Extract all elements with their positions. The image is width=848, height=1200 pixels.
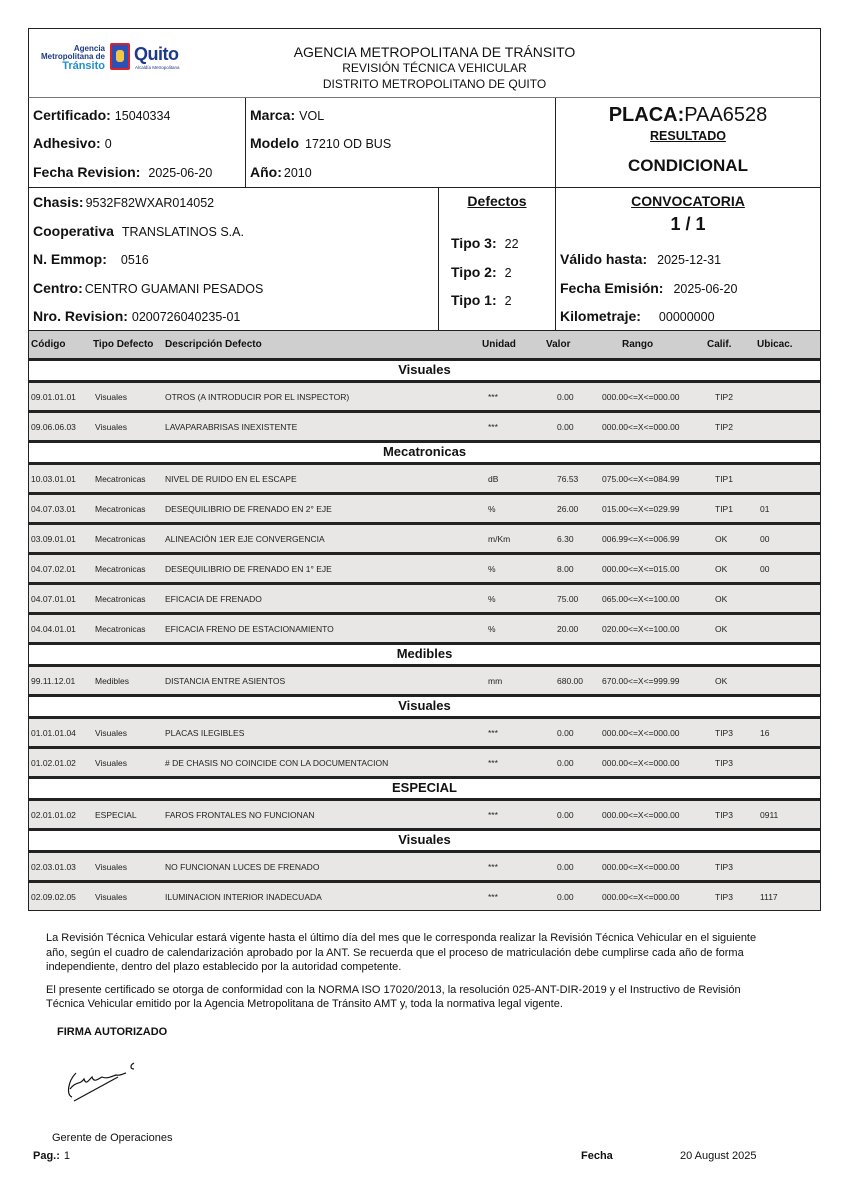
table-row: 09.06.06.03 Visuales LAVAPARABRISAS INEXISTENTE *** 0.00 000.00<=X<=000.00 TIP2 (28, 411, 821, 441)
iso-compliance-note: El presente certificado se otorga de conformidad con la NORMA ISO 17020/2013, la resolución 025-ANT-DIR-2019 y el Instructivo de Revisión Técnica Vehicular emitido por la Agencia Metropolitana de Tránsito AMT y, toda la normativa legal vigente. (46, 983, 741, 1010)
certificate-cell (29, 98, 246, 187)
owner-info-row (28, 188, 821, 331)
document-header (28, 28, 821, 98)
fecha-emision-field: Fecha Emisión: 2025-06-20 (560, 280, 738, 296)
adhesivo-field: Adhesivo: 0 (33, 135, 112, 151)
legal-notes (46, 931, 766, 1020)
vehicle-info-row (28, 98, 821, 188)
header-valor: Valor (546, 339, 571, 350)
section-header: Visuales (28, 695, 821, 717)
vehicle-model-cell (246, 98, 556, 187)
document-title-block (209, 44, 660, 92)
emmop-field: N. Emmop: 0516 (33, 251, 149, 267)
amt-quito-logo (33, 43, 187, 73)
table-row: 09.01.01.01 Visuales OTROS (A INTRODUCIR POR EL INSPECTOR) *** 0.00 000.00<=X<=000.00 TIP2 (28, 381, 821, 411)
header-descripcion: Descripción Defecto (165, 339, 262, 350)
document-title: AGENCIA METROPOLITANA DE TRÁNSITO (293, 44, 576, 60)
validity-note: La Revisión Técnica Vehicular estará vigente hasta el último día del mes que le corresponda realizar la Revisión Técnica Vehicular en el siguiente año, según el cuadro de calendarización aprobado por la ANT. Se recuerda que el proceso de matriculación debe cumplirse cada año de forma independiente, dentro del plazo establecido por la autoridad competente. (46, 932, 757, 973)
signature-image (62, 1055, 162, 1105)
convocatoria-label: CONVOCATORIA (631, 193, 745, 209)
cooperativa-field: Cooperativa TRANSLATINOS S.A. (33, 223, 244, 239)
tipo3-field: Tipo 3: 22 (451, 235, 519, 251)
resultado-value: CONDICIONAL (628, 156, 748, 175)
placa-result-cell (556, 98, 820, 187)
chasis-cell (29, 188, 439, 330)
table-row: 04.07.01.01 Mecatronicas EFICACIA DE FRENADO % 75.00 065.00<=X<=100.00 OK (28, 583, 821, 613)
header-codigo: Código (31, 339, 66, 350)
quito-logo-text: Quito (134, 44, 179, 64)
section-header: ESPECIAL (28, 777, 821, 799)
section-header: Mecatronicas (28, 441, 821, 463)
convocatoria-value: 1 / 1 (670, 214, 706, 234)
page-number: Pag.: 1 (33, 1150, 71, 1162)
table-row: 02.03.01.03 Visuales NO FUNCIONAN LUCES DE FRENADO *** 0.00 000.00<=X<=000.00 TIP3 (28, 851, 821, 881)
fecha-label: Fecha (581, 1150, 613, 1162)
document-district: DISTRITO METROPOLITANO DE QUITO (322, 77, 547, 91)
tipo1-field: Tipo 1: 2 (451, 292, 512, 308)
signatory-title: Gerente de Operaciones (52, 1132, 173, 1144)
defectos-cell (439, 188, 556, 330)
kilometraje-field: Kilometraje: 00000000 (560, 308, 715, 324)
amt-logo-text: Agencia Metropolitana de Tránsito (40, 44, 105, 72)
firma-label: FIRMA AUTORIZADO (57, 1026, 168, 1038)
anio-field: Año: 2010 (250, 164, 312, 180)
convocatoria-cell (556, 188, 820, 330)
modelo-field: Modelo 17210 OD BUS (250, 135, 392, 151)
table-row: 03.09.01.01 Mecatronicas ALINEACIÓN 1ER EJE CONVERGENCIA m/Km 6.30 006.99<=X<=006.99 OK 00 (28, 523, 821, 553)
table-row: 01.01.01.04 Visuales PLACAS ILEGIBLES *** 0.00 000.00<=X<=000.00 TIP3 16 (28, 717, 821, 747)
fecha-revision-field: Fecha Revision: 2025-06-20 (33, 164, 213, 180)
chasis-field: Chasis: 9532F82WXAR014052 (33, 194, 215, 210)
header-unidad: Unidad (482, 339, 516, 350)
centro-field: Centro: CENTRO GUAMANI PESADOS (33, 280, 264, 296)
certificate-page (28, 28, 821, 911)
defectos-label: Defectos (467, 193, 527, 209)
table-row: 02.01.01.02 ESPECIAL FAROS FRONTALES NO FUNCIONAN *** 0.00 000.00<=X<=000.00 TIP3 0911 (28, 799, 821, 829)
tipo2-field: Tipo 2: 2 (451, 264, 512, 280)
table-row: 04.07.03.01 Mecatronicas DESEQUILIBRIO DE FRENADO EN 2° EJE % 26.00 015.00<=X<=029.99 TIP1 01 (28, 493, 821, 523)
nro-revision-field: Nro. Revision: 0200726040235-01 (33, 308, 241, 324)
header-rango: Rango (622, 339, 654, 350)
table-row: 04.04.01.01 Mecatronicas EFICACIA FRENO DE ESTACIONAMIENTO % 20.00 020.00<=X<=100.00 OK (28, 613, 821, 643)
table-row: 02.09.02.05 Visuales ILUMINACION INTERIOR INADECUADA *** 0.00 000.00<=X<=000.00 TIP3 1117 (28, 881, 821, 911)
placa-field: PLACA:PAA6528 (608, 104, 768, 126)
table-row: 10.03.01.01 Mecatronicas NIVEL DE RUIDO EN EL ESCAPE dB 76.53 075.00<=X<=084.99 TIP1 (28, 463, 821, 493)
quito-coat-of-arms-icon (110, 43, 130, 70)
marca-field: Marca: VOL (250, 107, 325, 123)
resultado-label: RESULTADO (650, 129, 726, 143)
section-header: Visuales (28, 829, 821, 851)
defects-table-body (28, 359, 821, 911)
defects-table-header (28, 331, 821, 359)
section-header: Visuales (28, 359, 821, 381)
fecha-value: 20 August 2025 (680, 1150, 757, 1162)
header-tipo-defecto: Tipo Defecto (93, 339, 154, 350)
table-row: 04.07.02.01 Mecatronicas DESEQUILIBRIO DE FRENADO EN 1° EJE % 8.00 000.00<=X<=015.00 OK 00 (28, 553, 821, 583)
header-calif: Calif. (707, 339, 732, 350)
document-subtitle: REVISIÓN TÉCNICA VEHICULAR (342, 61, 527, 75)
table-row: 99.11.12.01 Medibles DISTANCIA ENTRE ASIENTOS mm 680.00 670.00<=X<=999.99 OK (28, 665, 821, 695)
table-row: 01.02.01.02 Visuales # DE CHASIS NO COINCIDE CON LA DOCUMENTACION *** 0.00 000.00<=X<=000.00 TIP3 (28, 747, 821, 777)
alcaldia-text: Alcaldía Metropolitana (135, 65, 180, 70)
certificado-field: Certificado: 15040334 (33, 107, 171, 123)
section-header: Medibles (28, 643, 821, 665)
header-ubicac: Ubicac. (757, 339, 793, 350)
valido-hasta-field: Válido hasta: 2025-12-31 (560, 251, 722, 267)
